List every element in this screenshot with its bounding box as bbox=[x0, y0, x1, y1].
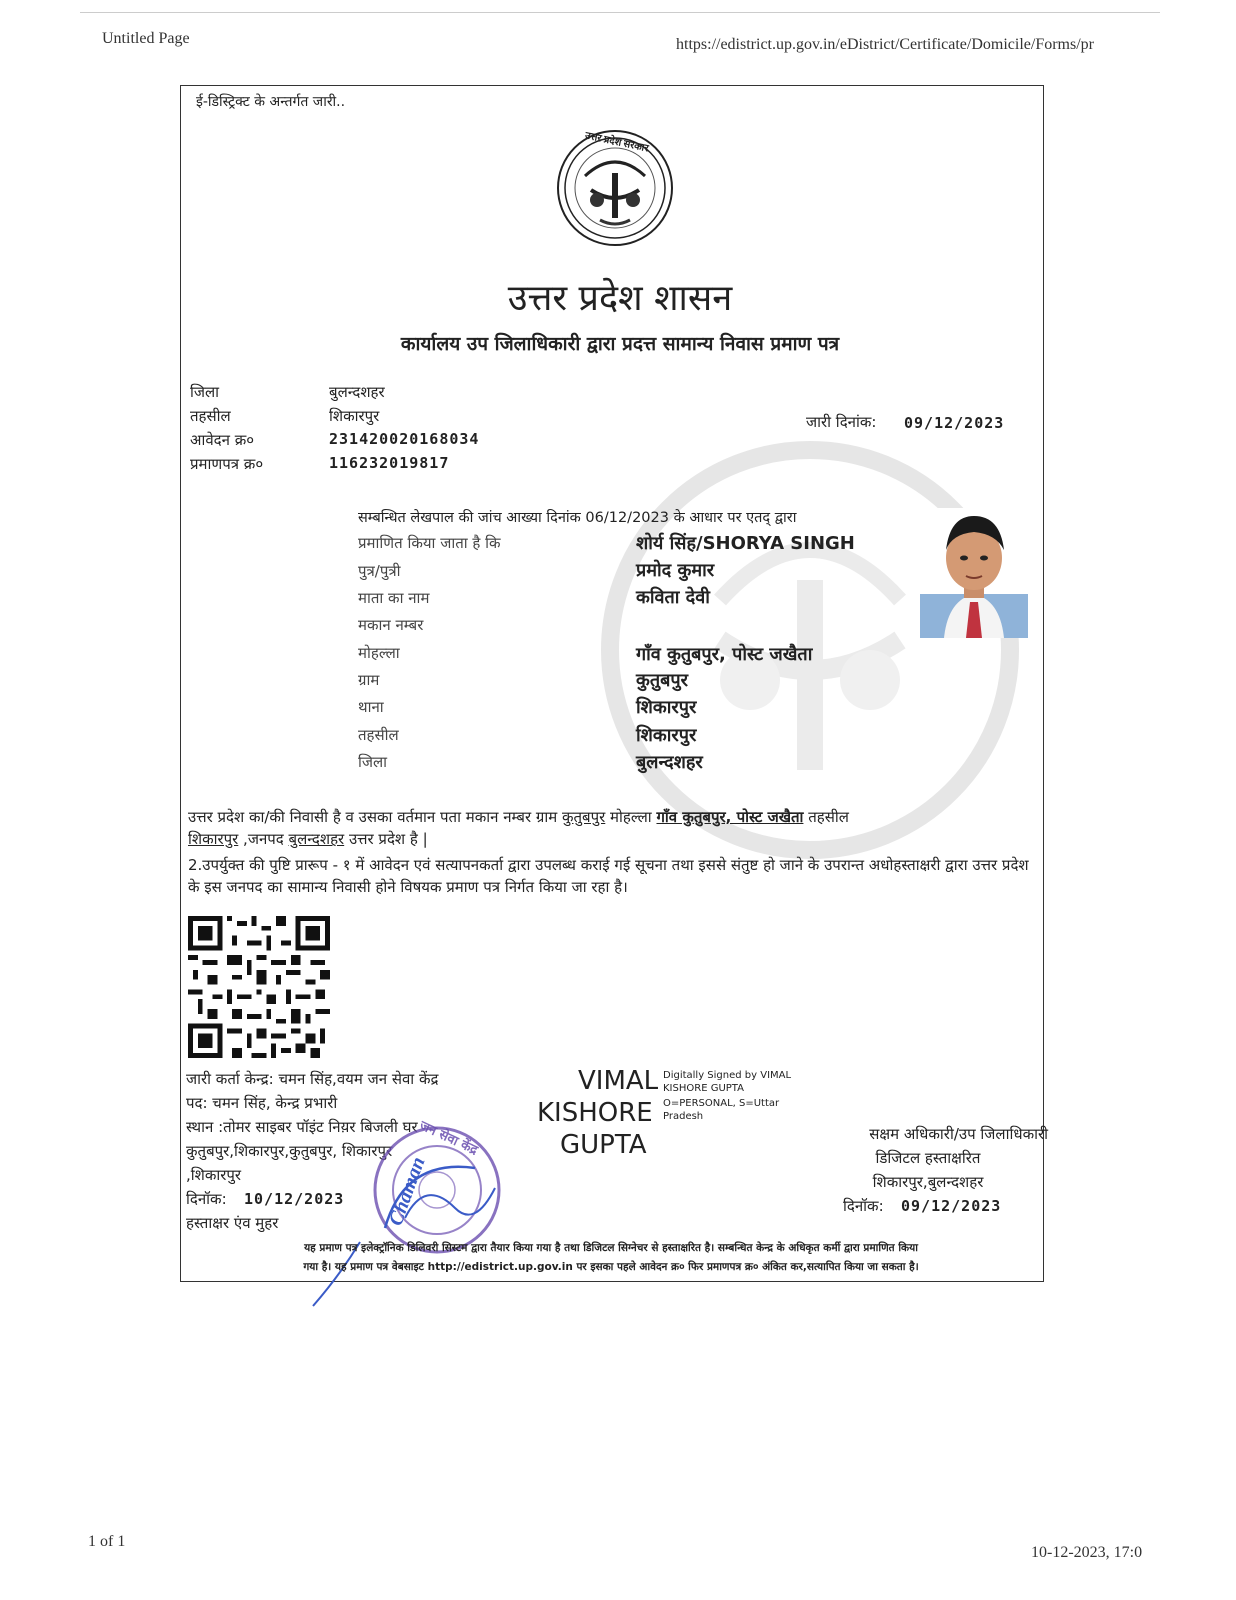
emblem-ring-text: उत्तर प्रदेश सरकार bbox=[583, 130, 650, 155]
detail-label-mother: माता का नाम bbox=[358, 589, 430, 607]
detail-label-police-station: थाना bbox=[358, 698, 384, 716]
issue-date-value: 09/12/2023 bbox=[904, 414, 1005, 432]
issuer-post: पद: चमन सिंह, केन्द्र प्रभारी bbox=[186, 1094, 338, 1112]
residence-text-3: तहसील bbox=[803, 808, 849, 826]
dsig-name-line-1: VIMAL bbox=[578, 1066, 659, 1096]
dsig-detail-2: KISHORE GUPTA bbox=[663, 1083, 744, 1094]
point-2-paragraph: 2.उपर्युक्त की पुष्टि प्रारूप - १ में आवेदन एवं सत्यापनकर्ता द्वारा उपलब्ध कराई गई सूचना तथा इससे संतुष्ट हो जाने के उपरान्त अधोहस्ताक्षरी द्वारा उत्तर प्रदेश के इस जनपद का सामान्य निवासी होने विषयक प्रमाण पत्र निर्गत किया जा रहा है। bbox=[188, 856, 1029, 896]
meta-label-district: जिला bbox=[190, 383, 220, 401]
applicant-photo bbox=[920, 508, 1028, 638]
qr-code bbox=[188, 916, 330, 1058]
residence-paragraph bbox=[188, 806, 1038, 850]
authority-date-label: दिनॉक: bbox=[843, 1197, 884, 1215]
detail-label-house-no: मकान नम्बर bbox=[358, 616, 424, 634]
meta-label-tehsil: तहसील bbox=[190, 407, 231, 425]
detail-value-mother: कविता देवी bbox=[636, 587, 710, 608]
footer-note-line-1: यह प्रमाण पत्र इलेक्ट्रॉनिक डिलिवरी सिस्टम द्वारा तैयार किया गया है तथा डिजिटल सिग्नेचर से हस्ताक्षरित है। सम्बन्धित केन्द्र के अधिकृत कर्मी द्वारा प्रमाणित किया bbox=[304, 1242, 918, 1254]
meta-value-application-no: 231420020168034 bbox=[329, 430, 480, 448]
issuer-place: स्थान :तोमर साइबर पॉइंट निय़र बिजली घर bbox=[186, 1118, 418, 1136]
issuer-sign-label: हस्ताक्षर एंव मुहर bbox=[186, 1214, 279, 1232]
verification-intro: सम्बन्धित लेखपाल की जांच आख्या दिनांक 06/12/2023 के आधार पर एतद् द्वारा bbox=[358, 510, 797, 526]
page-title: Untitled Page bbox=[102, 30, 190, 47]
residence-tehsil: शिकारपुर bbox=[188, 830, 239, 848]
meta-label-application-no: आवेदन क्र० bbox=[190, 431, 255, 449]
issued-under-text: ई-डिस्ट्रिक्ट के अन्तर्गत जारी.. bbox=[196, 94, 346, 110]
detail-label-certified: प्रमाणित किया जाता है कि bbox=[358, 534, 501, 552]
print-timestamp: 10-12-2023, 17:0 bbox=[1031, 1544, 1143, 1561]
header-rule bbox=[80, 12, 1160, 13]
residence-district: बुलन्दशहर bbox=[288, 830, 345, 848]
detail-label-village: ग्राम bbox=[358, 671, 380, 689]
dsig-detail-3: O=PERSONAL, S=Uttar bbox=[663, 1098, 780, 1109]
meta-value-district: बुलन्दशहर bbox=[329, 383, 385, 401]
detail-value-mohalla: गाँव कुतुबपुर, पोस्ट जखैता bbox=[636, 644, 813, 665]
detail-value-village: कुतुबपुर bbox=[636, 670, 688, 691]
residence-text-5: उत्तर प्रदेश है | bbox=[344, 830, 428, 848]
residence-village: कुतुबपुर bbox=[561, 808, 606, 826]
issuer-date-value: 10/12/2023 bbox=[244, 1190, 345, 1208]
dsig-name-line-2: KISHORE bbox=[537, 1098, 653, 1128]
authority-title: सक्षम अधिकारी/उप जिलाधिकारी bbox=[869, 1125, 1048, 1143]
stamp-outer-text: जन सेवा केंद्र bbox=[417, 1118, 480, 1159]
authority-place: शिकारपुर,बुलन्दशहर bbox=[872, 1173, 984, 1191]
detail-label-parent: पुत्र/पुत्री bbox=[358, 562, 401, 580]
issuer-date-label: दिनॉक: bbox=[186, 1190, 227, 1208]
page-url: https://edistrict.up.gov.in/eDistrict/Certificate/Domicile/Forms/pr bbox=[676, 36, 1094, 53]
authority-signed: डिजिटल हस्ताक्षरित bbox=[875, 1149, 981, 1167]
residence-mohalla: गाँव कुतुबपुर, पोस्ट जखैता bbox=[656, 808, 804, 826]
detail-label-district: जिला bbox=[358, 753, 388, 771]
detail-value-parent: प्रमोद कुमार bbox=[636, 560, 715, 581]
meta-label-certificate-no: प्रमाणपत्र क्र० bbox=[190, 455, 264, 473]
dsig-detail-1: Digitally Signed by VIMAL bbox=[663, 1070, 792, 1081]
page-count: 1 of 1 bbox=[88, 1533, 126, 1550]
detail-label-tehsil: तहसील bbox=[358, 726, 399, 744]
meta-value-tehsil: शिकारपुर bbox=[329, 407, 380, 425]
issuer-address-1: कुतुबपुर,शिकारपुर,कुतुबपुर, शिकारपुर bbox=[186, 1142, 393, 1160]
detail-label-mohalla: मोहल्ला bbox=[358, 644, 400, 662]
authority-date-value: 09/12/2023 bbox=[901, 1197, 1002, 1215]
meta-value-certificate-no: 116232019817 bbox=[329, 454, 450, 472]
stamp-signature-scrawl: Chaman bbox=[384, 1154, 430, 1229]
issuer-address-2: ,शिकारपुर bbox=[186, 1166, 242, 1184]
issue-date-label: जारी दिनांक: bbox=[806, 413, 877, 431]
issuer-center: जारी कर्ता केन्द्र: चमन सिंह,वयम जन सेवा केंद्र bbox=[186, 1070, 439, 1088]
certificate-subtitle: कार्यालय उप जिलाधिकारी द्वारा प्रदत्त सामान्य निवास प्रमाण पत्र bbox=[400, 333, 840, 355]
residence-text-4: ,जनपद bbox=[238, 830, 289, 848]
detail-value-district: बुलन्दशहर bbox=[636, 752, 703, 773]
footer-note-line-2: गया है। यह प्रमाण पत्र वेबसाइट http://edistrict.up.gov.in पर इसका पहले आवेदन क्र० फिर प्रमाणपत्र क्र० अंकित कर,सत्यापित किया जा सकता है। bbox=[303, 1261, 919, 1273]
govt-title: उत्तर प्रदेश शासन bbox=[507, 278, 733, 319]
detail-value-police-station: शिकारपुर bbox=[636, 697, 697, 718]
detail-value-name: शोर्य सिंह/SHORYA SINGH bbox=[636, 533, 855, 554]
dsig-detail-4: Pradesh bbox=[663, 1111, 704, 1122]
dsig-name-line-3: GUPTA bbox=[560, 1130, 647, 1160]
residence-text-1: उत्तर प्रदेश का/की निवासी है व उसका वर्तमान पता मकान नम्बर ग्राम bbox=[188, 808, 562, 826]
residence-text-2: मोहल्ला bbox=[605, 808, 657, 826]
detail-value-tehsil: शिकारपुर bbox=[636, 725, 697, 746]
